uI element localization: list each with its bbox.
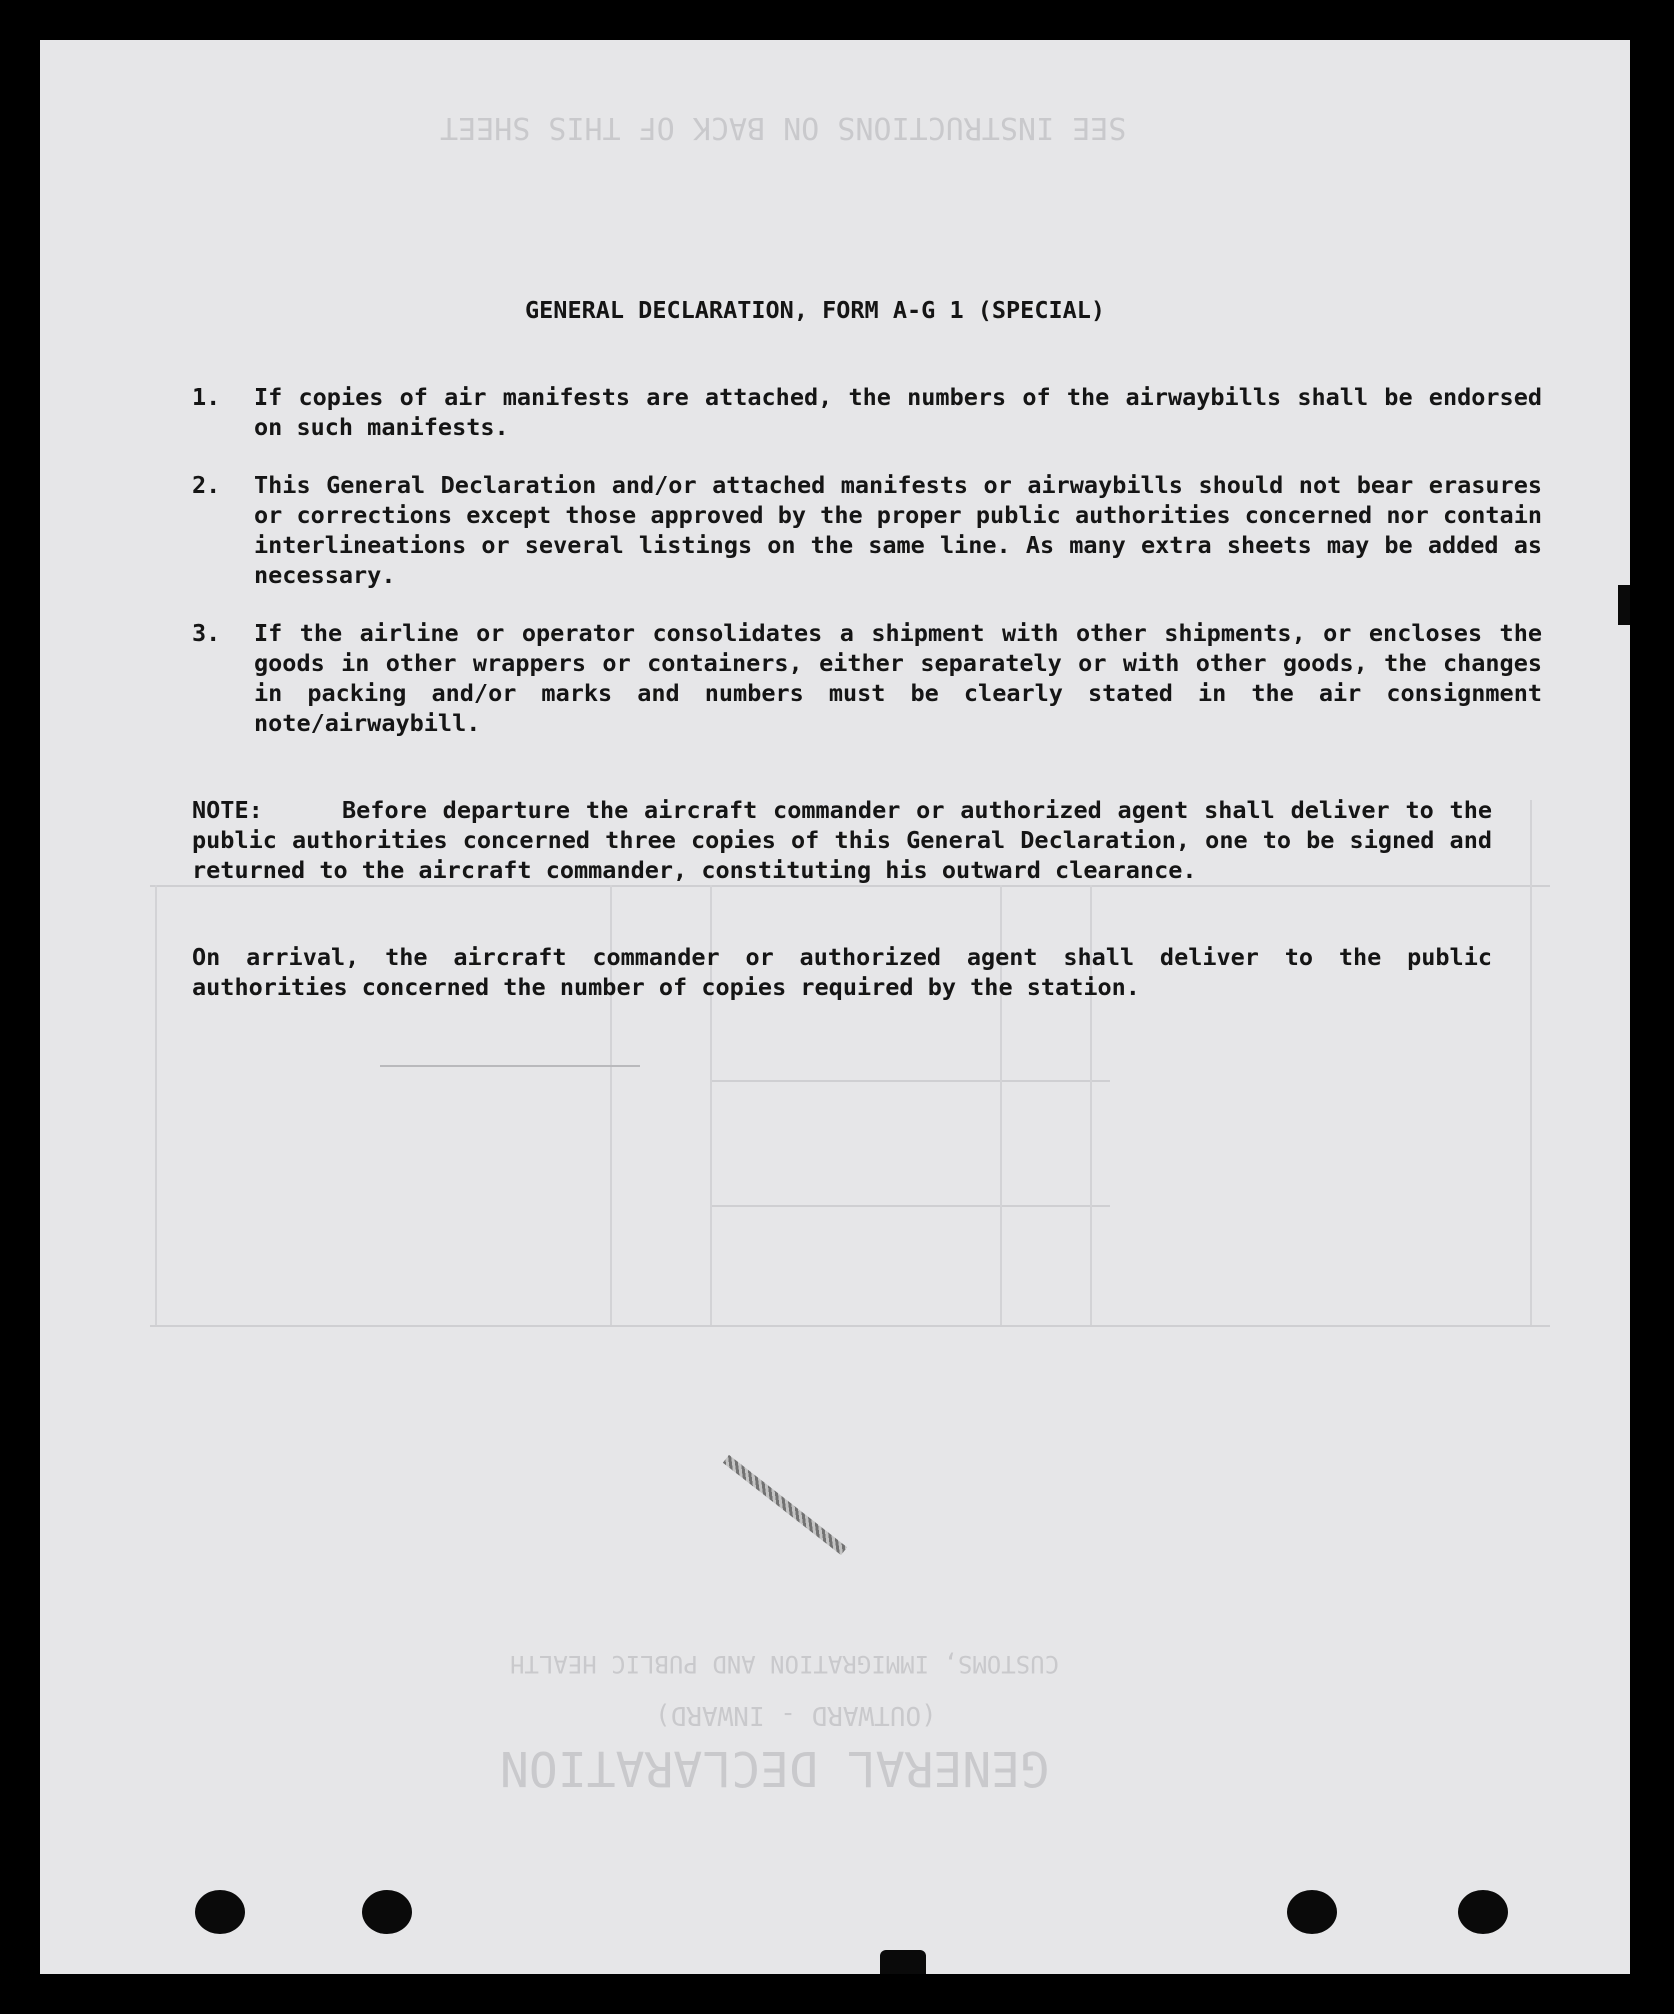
instruction-item-1 <box>192 382 1542 442</box>
item-number: 3. <box>192 619 221 647</box>
bleed-through-rule <box>380 1065 640 1067</box>
document-page <box>40 40 1630 1974</box>
edge-notch <box>1618 585 1630 625</box>
bleed-through-rule <box>150 885 1550 887</box>
punch-hole <box>1458 1890 1508 1934</box>
bleed-through-rule <box>150 1325 1550 1327</box>
bleed-through-subtitle: (OUTWARD - INWARD) <box>655 1700 937 1730</box>
punch-hole <box>1287 1890 1337 1934</box>
bleed-through-heading: SEE INSTRUCTIONS ON BACK OF THIS SHEET <box>440 110 1127 145</box>
item-text: If copies of air manifests are attached, the numbers of the airwaybills shall be endorsed on such manifests. <box>254 383 1542 441</box>
bleed-through-rule <box>710 1080 1110 1082</box>
item-text: If the airline or operator consolidates a shipment with other shipments, or encloses the goods in other wrappers or containers, either separately or with other goods, the changes in packing and/or marks and numbers must be clearly stated in the air consignment note/airwaybill. <box>254 619 1542 737</box>
scan-smudge <box>723 1455 847 1555</box>
note-paragraph <box>192 795 1492 885</box>
bleed-through-rule <box>710 1205 1110 1207</box>
form-title: GENERAL DECLARATION, FORM A-G 1 (SPECIAL) <box>525 296 1106 324</box>
punch-hole <box>195 1890 245 1934</box>
edge-notch <box>880 1950 926 1974</box>
bleed-through-rule <box>155 885 157 1325</box>
instruction-item-3 <box>192 618 1542 738</box>
note-text: Before departure the aircraft commander or authorized agent shall deliver to the public authorities concerned three copies of this General Declaration, one to be signed and returned to the aircraft commander, constituting his outward clearance. <box>192 796 1492 884</box>
item-number: 1. <box>192 383 221 411</box>
punch-hole <box>362 1890 412 1934</box>
item-number: 2. <box>192 471 221 499</box>
arrival-paragraph: On arrival, the aircraft commander or authorized agent shall deliver to the public authorities concerned the number of copies required by the station. <box>192 943 1492 1001</box>
instruction-item-2 <box>192 470 1542 590</box>
bleed-through-rule <box>1530 800 1532 1325</box>
bleed-through-title: GENERAL DECLARATION <box>500 1740 1050 1796</box>
bleed-through-caption: CUSTOMS, IMMIGRATION AND PUBLIC HEALTH <box>510 1650 1060 1678</box>
note-label: NOTE: <box>192 796 263 824</box>
item-text: This General Declaration and/or attached manifests or airwaybills should not bear erasures or corrections except those approved by the proper public authorities concerned nor contain interlineations or several listings on the same line. As many extra sheets may be added as necessary. <box>254 471 1542 589</box>
